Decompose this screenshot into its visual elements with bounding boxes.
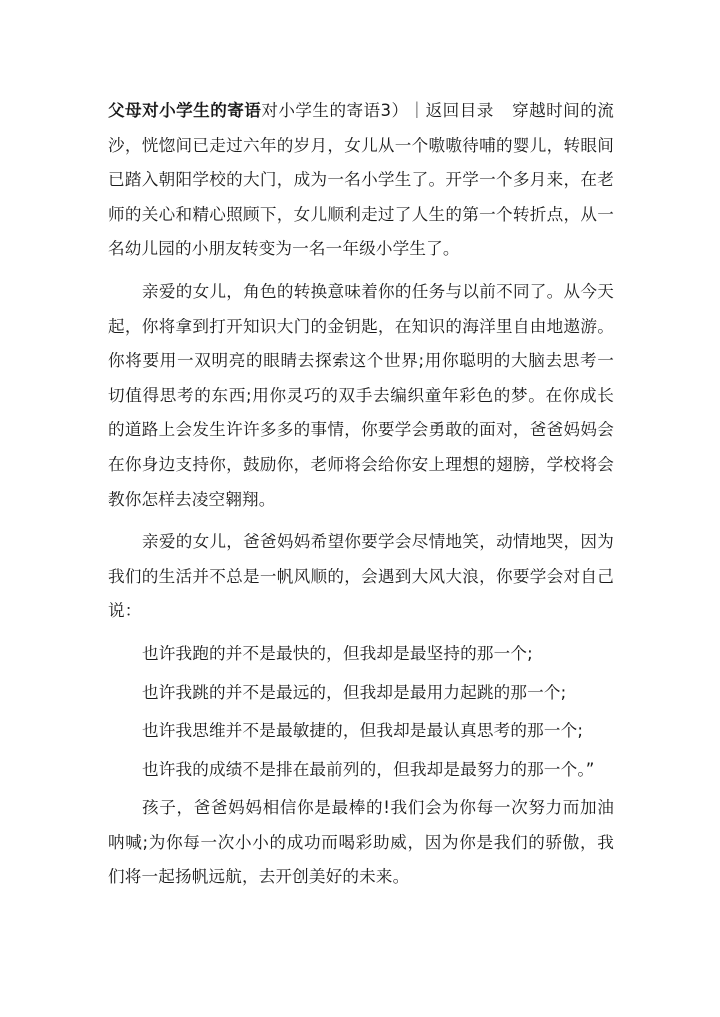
document-body — [108, 94, 614, 895]
document-subtitle: 对小学生的寄语3） — [261, 101, 409, 120]
verse-line: 也许我跳的并不是最远的，但我却是最用力起跳的那一个; — [142, 682, 567, 702]
verse-line: 也许我思维并不是最敏捷的，但我却是最认真思考的那一个; — [142, 721, 584, 741]
paragraph: 亲爱的女儿，爸爸妈妈希望你要学会尽情地笑，动情地哭，因为我们的生活并不总是一帆风顺的，会遇到大风大浪，你要学会对自己说： — [108, 532, 614, 621]
document-title: 父母对小学生的寄语 — [108, 101, 262, 120]
verse-line: 也许我跑的并不是最快的，但我却是最坚持的那一个; — [142, 643, 533, 663]
heading-separator: ｜ — [408, 101, 426, 120]
paragraph: 亲爱的女儿，角色的转换意味着你的任务与以前不同了。从今天起，你将拿到打开知识大门的金钥匙，在知识的海洋里自由地遨游。你将要用一双明亮的眼睛去探索这个世界;用你聪明的大脑去思考一切值得思考的东西;用你灵巧的双手去编织童年彩色的梦。在你成长的道路上会发生许许多多的事情，你要学会勇敢的面对，爸爸妈妈会在你身边支持你，鼓励你，老师将会给你安上理想的翅膀，学校将会教你怎样去凌空翱翔。 — [108, 281, 614, 509]
closing-paragraph: 孩子，爸爸妈妈相信你是最棒的!我们会为你每一次努力而加油呐喊;为你每一次小小的成功而喝彩助威，因为你是我们的骄傲，我们将一起扬帆远航，去开创美好的未来。 — [108, 798, 614, 887]
back-to-contents-link[interactable]: 返回目录 — [425, 101, 494, 120]
paragraph-text: 穿越时间的流沙，恍惚间已走过六年的岁月，女儿从一个嗷嗷待哺的婴儿，转眼间已踏入朝阳学校的大门，成为一名小学生了。开学一个多月来，在老师的关心和精心照顾下，女儿顺利走过了人生的第一个转折点，从一名幼儿园的小朋友转变为一名一年级小学生了。 — [108, 101, 614, 259]
opening-paragraph — [108, 94, 614, 267]
verse-line: 也许我的成绩不是排在最前列的，但我却是最努力的那一个。” — [142, 759, 595, 779]
